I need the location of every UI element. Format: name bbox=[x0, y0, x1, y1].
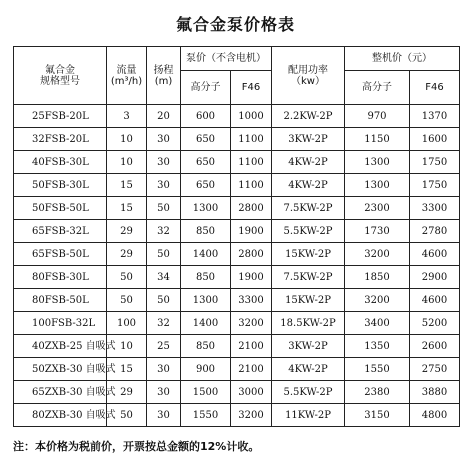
cell-unit-f46: 1750 bbox=[410, 151, 460, 174]
cell-pump-hmw: 850 bbox=[181, 266, 231, 289]
cell-head: 34 bbox=[147, 266, 181, 289]
table-row bbox=[14, 381, 460, 404]
cell-model: 100FSB-32L bbox=[14, 312, 107, 335]
table-row bbox=[14, 289, 460, 312]
cell-unit-f46: 4800 bbox=[410, 404, 460, 427]
cell-head: 25 bbox=[147, 335, 181, 358]
cell-flow: 50 bbox=[107, 404, 147, 427]
cell-pump-f46: 3300 bbox=[231, 289, 272, 312]
cell-flow: 29 bbox=[107, 220, 147, 243]
cell-power: 5.5KW-2P bbox=[272, 220, 345, 243]
cell-flow: 50 bbox=[107, 266, 147, 289]
cell-power: 7.5KW-2P bbox=[272, 197, 345, 220]
table-row bbox=[14, 174, 460, 197]
table-row bbox=[14, 151, 460, 174]
cell-pump-f46: 2100 bbox=[231, 358, 272, 381]
cell-flow: 50 bbox=[107, 289, 147, 312]
cell-pump-hmw: 1300 bbox=[181, 289, 231, 312]
cell-power: 15KW-2P bbox=[272, 243, 345, 266]
cell-unit-hmw: 1300 bbox=[345, 151, 410, 174]
cell-model: 65FSB-50L bbox=[14, 243, 107, 266]
cell-head: 30 bbox=[147, 381, 181, 404]
cell-flow: 100 bbox=[107, 312, 147, 335]
cell-power: 18.5KW-2P bbox=[272, 312, 345, 335]
cell-model: 50FSB-50L bbox=[14, 197, 107, 220]
price-table-body bbox=[14, 105, 460, 427]
cell-pump-hmw: 1400 bbox=[181, 243, 231, 266]
cell-pump-hmw: 900 bbox=[181, 358, 231, 381]
table-row bbox=[14, 105, 460, 128]
cell-pump-hmw: 1300 bbox=[181, 197, 231, 220]
cell-flow: 10 bbox=[107, 128, 147, 151]
cell-unit-f46: 2750 bbox=[410, 358, 460, 381]
cell-model: 65FSB-32L bbox=[14, 220, 107, 243]
cell-pump-f46: 1100 bbox=[231, 151, 272, 174]
cell-power: 2.2KW-2P bbox=[272, 105, 345, 128]
header-pump-hmw: 高分子 bbox=[181, 71, 231, 105]
cell-pump-f46: 3200 bbox=[231, 404, 272, 427]
cell-pump-f46: 2800 bbox=[231, 243, 272, 266]
cell-unit-hmw: 1300 bbox=[345, 174, 410, 197]
cell-head: 32 bbox=[147, 220, 181, 243]
cell-flow: 29 bbox=[107, 243, 147, 266]
cell-unit-f46: 1600 bbox=[410, 128, 460, 151]
header-power: 配用功率 （kw） bbox=[272, 47, 345, 105]
cell-unit-hmw: 2380 bbox=[345, 381, 410, 404]
footnote: 注：本价格为税前价，开票按总金额的12%计收。 bbox=[13, 440, 260, 453]
cell-head: 30 bbox=[147, 404, 181, 427]
cell-model: 50ZXB-30 自吸式 bbox=[14, 358, 107, 381]
cell-power: 4KW-2P bbox=[272, 174, 345, 197]
cell-unit-hmw: 1550 bbox=[345, 358, 410, 381]
cell-head: 50 bbox=[147, 289, 181, 312]
cell-unit-f46: 4600 bbox=[410, 243, 460, 266]
header-head: 扬程 (m) bbox=[147, 47, 181, 105]
cell-unit-hmw: 2300 bbox=[345, 197, 410, 220]
cell-model: 25FSB-20L bbox=[14, 105, 107, 128]
cell-pump-f46: 2100 bbox=[231, 335, 272, 358]
cell-unit-hmw: 3200 bbox=[345, 289, 410, 312]
cell-pump-hmw: 1400 bbox=[181, 312, 231, 335]
table-row bbox=[14, 335, 460, 358]
header-pump-price: 泵价（不含电机） bbox=[181, 47, 272, 71]
cell-unit-f46: 1370 bbox=[410, 105, 460, 128]
header-unit-price: 整机价（元） bbox=[345, 47, 460, 71]
cell-pump-f46: 1000 bbox=[231, 105, 272, 128]
table-row bbox=[14, 358, 460, 381]
price-table bbox=[13, 46, 460, 427]
cell-pump-hmw: 850 bbox=[181, 220, 231, 243]
table-row bbox=[14, 266, 460, 289]
cell-flow: 15 bbox=[107, 358, 147, 381]
cell-unit-hmw: 970 bbox=[345, 105, 410, 128]
cell-pump-hmw: 600 bbox=[181, 105, 231, 128]
cell-flow: 3 bbox=[107, 105, 147, 128]
cell-flow: 15 bbox=[107, 174, 147, 197]
header-unit-hmw: 高分子 bbox=[345, 71, 410, 105]
cell-pump-hmw: 1500 bbox=[181, 381, 231, 404]
cell-unit-f46: 2600 bbox=[410, 335, 460, 358]
cell-head: 30 bbox=[147, 174, 181, 197]
cell-pump-f46: 1900 bbox=[231, 266, 272, 289]
cell-unit-f46: 4600 bbox=[410, 289, 460, 312]
table-row bbox=[14, 243, 460, 266]
cell-model: 40FSB-30L bbox=[14, 151, 107, 174]
cell-pump-f46: 2800 bbox=[231, 197, 272, 220]
cell-power: 11KW-2P bbox=[272, 404, 345, 427]
cell-unit-hmw: 1730 bbox=[345, 220, 410, 243]
cell-head: 30 bbox=[147, 151, 181, 174]
cell-unit-f46: 3880 bbox=[410, 381, 460, 404]
cell-unit-hmw: 3200 bbox=[345, 243, 410, 266]
cell-power: 3KW-2P bbox=[272, 335, 345, 358]
cell-unit-f46: 2900 bbox=[410, 266, 460, 289]
cell-power: 7.5KW-2P bbox=[272, 266, 345, 289]
cell-unit-hmw: 3150 bbox=[345, 404, 410, 427]
cell-pump-f46: 1100 bbox=[231, 174, 272, 197]
cell-power: 15KW-2P bbox=[272, 289, 345, 312]
cell-pump-f46: 1100 bbox=[231, 128, 272, 151]
table-row bbox=[14, 404, 460, 427]
cell-pump-hmw: 650 bbox=[181, 151, 231, 174]
cell-power: 4KW-2P bbox=[272, 151, 345, 174]
header-pump-f46: F46 bbox=[231, 71, 272, 105]
cell-pump-f46: 3200 bbox=[231, 312, 272, 335]
cell-model: 80FSB-50L bbox=[14, 289, 107, 312]
table-row bbox=[14, 128, 460, 151]
header-unit-f46: F46 bbox=[410, 71, 460, 105]
cell-pump-hmw: 650 bbox=[181, 174, 231, 197]
cell-model: 80ZXB-30 自吸式 bbox=[14, 404, 107, 427]
cell-pump-f46: 1900 bbox=[231, 220, 272, 243]
cell-unit-hmw: 3400 bbox=[345, 312, 410, 335]
cell-unit-f46: 5200 bbox=[410, 312, 460, 335]
table-row bbox=[14, 197, 460, 220]
cell-power: 5.5KW-2P bbox=[272, 381, 345, 404]
cell-flow: 10 bbox=[107, 151, 147, 174]
cell-unit-f46: 2780 bbox=[410, 220, 460, 243]
cell-unit-hmw: 1150 bbox=[345, 128, 410, 151]
cell-pump-hmw: 850 bbox=[181, 335, 231, 358]
cell-pump-f46: 3000 bbox=[231, 381, 272, 404]
header-model: 氟合金 规格型号 bbox=[14, 47, 107, 105]
cell-unit-hmw: 1850 bbox=[345, 266, 410, 289]
cell-model: 40ZXB-25 自吸式 bbox=[14, 335, 107, 358]
cell-flow: 29 bbox=[107, 381, 147, 404]
cell-head: 32 bbox=[147, 312, 181, 335]
cell-power: 3KW-2P bbox=[272, 128, 345, 151]
header-flow: 流量 (m³/h) bbox=[107, 47, 147, 105]
table-row bbox=[14, 220, 460, 243]
cell-head: 30 bbox=[147, 358, 181, 381]
cell-head: 20 bbox=[147, 105, 181, 128]
cell-pump-hmw: 650 bbox=[181, 128, 231, 151]
page-title: 氟合金泵价格表 bbox=[175, 15, 295, 34]
cell-head: 50 bbox=[147, 197, 181, 220]
cell-flow: 10 bbox=[107, 335, 147, 358]
cell-model: 80FSB-30L bbox=[14, 266, 107, 289]
cell-head: 30 bbox=[147, 128, 181, 151]
table-row bbox=[14, 312, 460, 335]
cell-unit-f46: 1750 bbox=[410, 174, 460, 197]
cell-power: 4KW-2P bbox=[272, 358, 345, 381]
cell-head: 50 bbox=[147, 243, 181, 266]
cell-unit-hmw: 1350 bbox=[345, 335, 410, 358]
cell-model: 50FSB-30L bbox=[14, 174, 107, 197]
cell-model: 32FSB-20L bbox=[14, 128, 107, 151]
cell-model: 65ZXB-30 自吸式 bbox=[14, 381, 107, 404]
cell-unit-f46: 3300 bbox=[410, 197, 460, 220]
cell-pump-hmw: 1550 bbox=[181, 404, 231, 427]
cell-flow: 15 bbox=[107, 197, 147, 220]
